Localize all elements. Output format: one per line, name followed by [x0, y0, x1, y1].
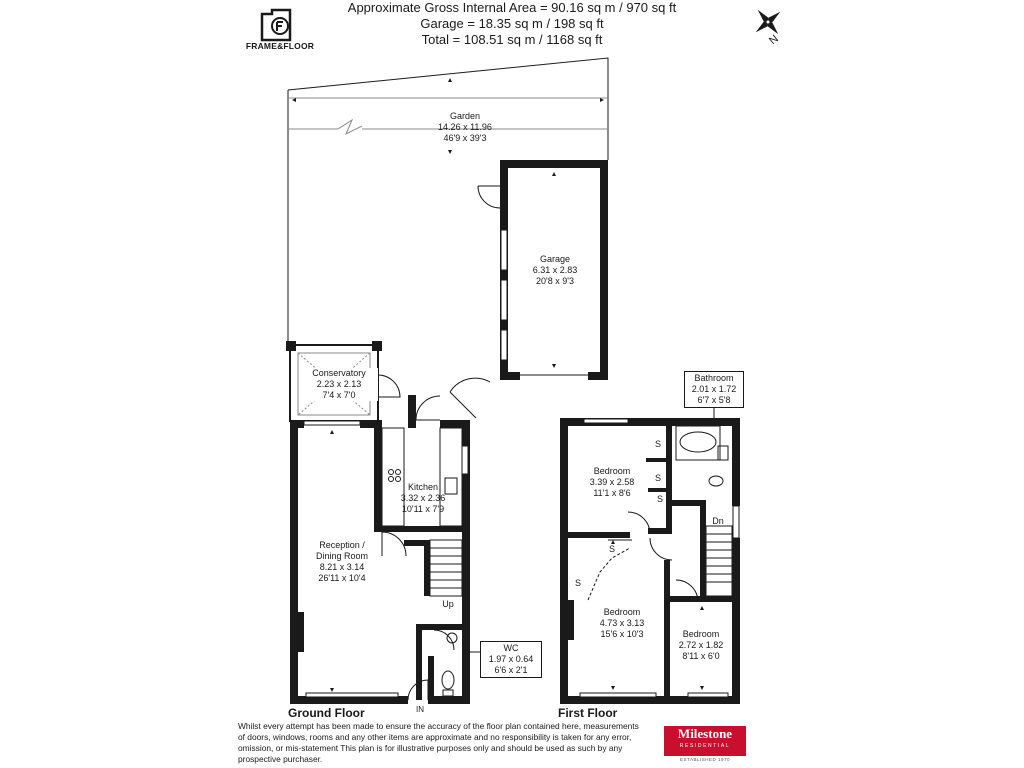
- room-conservatory-name: Conservatory: [312, 368, 366, 378]
- room-conservatory: [300, 368, 378, 401]
- garage-area: Garage = 18.35 sq m / 198 sq ft: [420, 16, 604, 31]
- room-garden-imperial: 46'9 x 39'3: [443, 133, 487, 143]
- room-reception-name: Reception /: [319, 540, 365, 550]
- room-bedroom-2-metric: 4.73 x 3.13: [599, 618, 645, 628]
- frame-and-floor-logo-text: FRAME&FLOOR: [245, 41, 315, 51]
- room-garden-metric: 14.26 x 11.96: [438, 122, 492, 132]
- room-wc-imperial: 6'6 x 2'1: [494, 665, 528, 675]
- room-bedroom-3-metric: 2.72 x 1.82: [678, 640, 724, 650]
- room-bedroom-3-name: Bedroom: [682, 629, 720, 639]
- room-reception-name-2: Dining Room: [315, 551, 369, 561]
- milestone-logo: [664, 726, 746, 756]
- room-garage-name: Garage: [539, 254, 571, 264]
- stairs-down-label: Dn: [712, 516, 724, 526]
- room-bedroom-2-name: Bedroom: [603, 607, 641, 617]
- garden-boundary: [288, 58, 608, 345]
- room-garden: [400, 111, 530, 144]
- room-garage: [515, 254, 595, 287]
- room-bathroom-name: Bathroom: [694, 373, 734, 383]
- room-bedroom-2: [580, 607, 664, 640]
- room-bedroom-1-imperial: 11'1 x 8'6: [593, 488, 631, 498]
- room-bedroom-3-imperial: 8'11 x 6'0: [682, 651, 720, 661]
- room-kitchen: [388, 482, 458, 515]
- room-garden-name: Garden: [449, 111, 481, 121]
- stairs-up-label: Up: [442, 599, 454, 609]
- room-reception: [300, 540, 384, 584]
- room-wc-metric: 1.97 x 0.64: [488, 654, 534, 664]
- gross-internal-area: Approximate Gross Internal Area = 90.16 sq m / 970 sq ft: [347, 0, 677, 15]
- storage-label: S: [654, 439, 661, 449]
- milestone-logo-name: Milestone: [677, 726, 733, 741]
- room-conservatory-metric: 2.23 x 2.13: [316, 379, 362, 389]
- room-wc: [480, 641, 542, 678]
- milestone-logo-sub: RESIDENTIAL: [679, 743, 731, 749]
- compass-north-label: N: [767, 32, 781, 48]
- room-bedroom-1-name: Bedroom: [593, 466, 631, 476]
- room-kitchen-metric: 3.32 x 2.36: [400, 493, 446, 503]
- room-bedroom-1-metric: 3.39 x 2.58: [589, 477, 635, 487]
- room-bedroom-1: [574, 466, 650, 499]
- room-reception-metric: 8.21 x 3.14: [319, 562, 365, 572]
- storage-label: S: [608, 544, 615, 554]
- room-bathroom-imperial: 6'7 x 5'8: [697, 395, 731, 405]
- total-area: Total = 108.51 sq m / 1168 sq ft: [421, 32, 603, 47]
- room-bathroom-metric: 2.01 x 1.72: [691, 384, 737, 394]
- room-bedroom-3: [670, 629, 732, 662]
- storage-label: S: [656, 494, 663, 504]
- room-reception-imperial: 26'11 x 10'4: [318, 573, 366, 583]
- storage-label: S: [574, 578, 581, 588]
- room-kitchen-name: Kitchen: [407, 482, 439, 492]
- milestone-tagline: ESTABLISHED 1970: [680, 757, 730, 762]
- room-conservatory-imperial: 7'4 x 7'0: [322, 390, 356, 400]
- storage-label: S: [654, 473, 661, 483]
- disclaimer-text: Whilst every attempt has been made to ensure the accuracy of the floor plan contained here, measurements of doors, windows, rooms and any other items are approximate and no responsibility is taken for any error, omission, or mis-statement This plan is for illustrative purposes only and should be used as such by any prospective purchaser.: [238, 721, 639, 764]
- ground-floor-label: Ground Floor: [288, 706, 365, 720]
- room-bathroom: [684, 371, 744, 408]
- room-bedroom-2-imperial: 15'6 x 10'3: [600, 629, 644, 639]
- first-floor-label: First Floor: [558, 706, 618, 720]
- room-garage-metric: 6.31 x 2.83: [532, 265, 578, 275]
- room-kitchen-imperial: 10'11 x 7'9: [401, 504, 445, 514]
- room-wc-name: WC: [503, 643, 519, 653]
- room-garage-imperial: 20'8 x 9'3: [536, 276, 574, 286]
- entrance-label: IN: [416, 705, 424, 714]
